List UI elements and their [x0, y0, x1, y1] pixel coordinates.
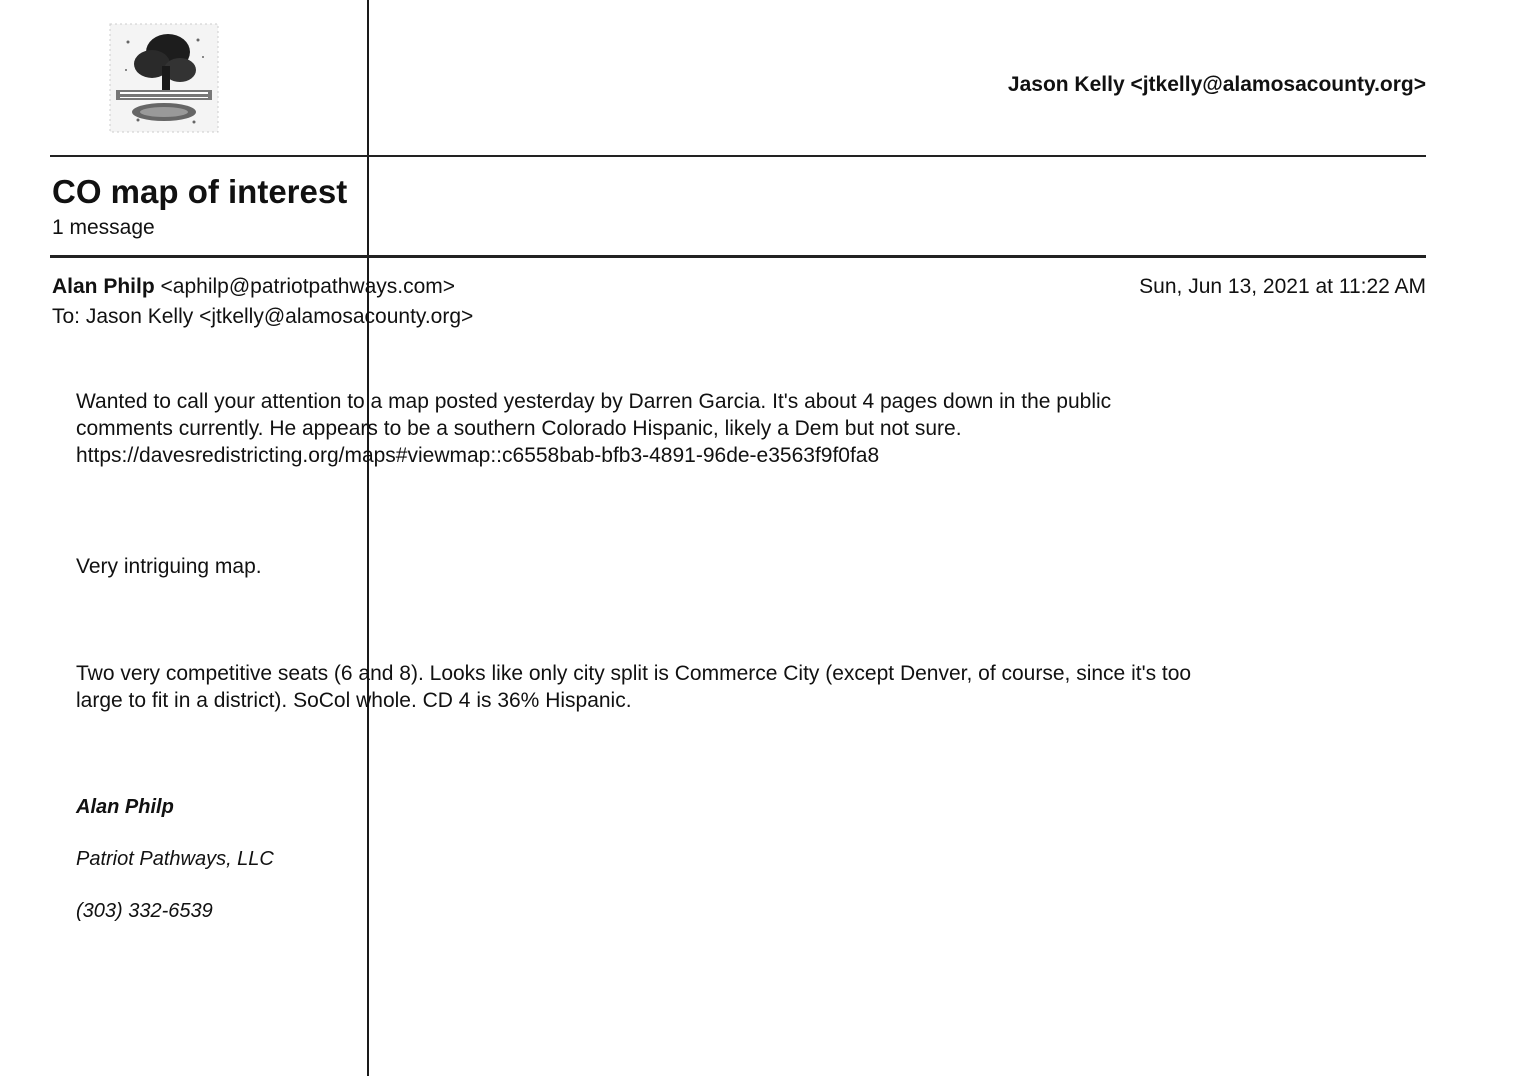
paragraph-line: large to fit in a district). SoCol whole. CD 4 is 36% Hispanic. — [76, 689, 632, 712]
header-divider — [50, 155, 1426, 157]
paragraph-line: Wanted to call your attention to a map posted yesterday by Darren Garcia. It's about 4 pages down in the public — [76, 390, 1112, 413]
sender-name: Alan Philp — [52, 275, 155, 298]
subject-divider — [50, 255, 1426, 258]
paragraph-line: Two very competitive seats (6 and 8). Looks like only city split is Commerce City (except Denver, of course, since it's too — [76, 662, 1192, 685]
scan-artifact-line — [367, 0, 369, 1076]
message-paragraph-2: Very intriguing map. — [76, 555, 262, 578]
message-paragraph-3 — [76, 660, 1191, 714]
sender-line — [52, 275, 455, 299]
message-paragraph-1 — [76, 388, 1111, 469]
account-email: Jason Kelly <jtkelly@alamosacounty.org> — [1007, 73, 1426, 96]
email-subject: CO map of interest — [52, 173, 348, 210]
message-date: Sun, Jun 13, 2021 at 11:22 AM — [1139, 275, 1426, 298]
recipient-line: To: Jason Kelly <jtkelly@alamosacounty.org> — [52, 305, 474, 328]
signature-phone: (303) 332-6539 — [76, 900, 213, 922]
message-count: 1 message — [52, 216, 155, 239]
paragraph-line: comments currently. He appears to be a southern Colorado Hispanic, likely a Dem but not sure. — [76, 417, 962, 440]
alamosa-county-seal-icon — [108, 22, 220, 134]
sender-email: <aphilp@patriotpathways.com> — [160, 275, 456, 298]
map-link: https://davesredistricting.org/maps#viewmap::c6558bab-bfb3-4891-96de-e3563f9f0fa8 — [76, 444, 880, 467]
signature-company: Patriot Pathways, LLC — [76, 848, 274, 870]
signature-name: Alan Philp — [76, 796, 174, 818]
